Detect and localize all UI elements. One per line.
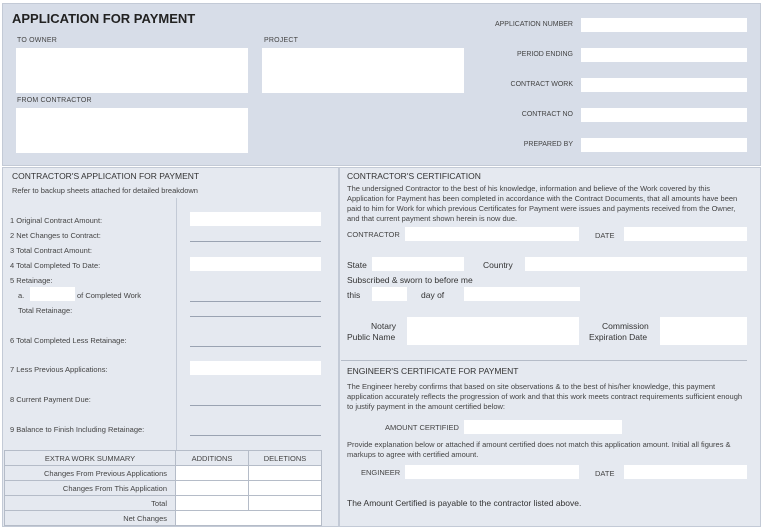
total-retainage-label: Total Retainage:	[18, 306, 73, 315]
commission-expiration-field[interactable]	[660, 317, 747, 345]
engineer-label: ENGINEER	[361, 468, 401, 477]
summary-header-deletions: DELETIONS	[248, 450, 322, 466]
item-total-contract-label: 3 Total Contract Amount:	[10, 246, 92, 255]
item-total-completed-label: 4 Total Completed To Date:	[10, 261, 101, 270]
original-contract-amount-field[interactable]	[190, 212, 321, 226]
completed-less-retainage-line[interactable]	[190, 346, 321, 347]
total-completed-field[interactable]	[190, 257, 321, 271]
retainage-a-label: a.	[18, 291, 25, 300]
period-ending-field[interactable]	[581, 48, 747, 62]
item-balance-label: 9 Balance to Finish Including Retainage:	[10, 425, 145, 434]
engineer-field[interactable]	[405, 465, 579, 479]
to-owner-label: TO OWNER	[17, 37, 57, 44]
summary-header-label: EXTRA WORK SUMMARY	[4, 450, 176, 466]
summary-previous-deletions[interactable]	[248, 465, 322, 481]
notary-label-line2: Public Name	[347, 332, 396, 342]
item-net-changes-label: 2 Net Changes to Contract:	[10, 231, 101, 240]
contractor-label: CONTRACTOR	[347, 230, 400, 239]
contract-work-field[interactable]	[581, 78, 747, 92]
item-completed-less-retainage-label: 6 Total Completed Less Retainage:	[10, 336, 127, 345]
contractor-application-heading: CONTRACTOR'S APPLICATION FOR PAYMENT	[12, 171, 200, 181]
sworn-text: Subscribed & sworn to before me	[347, 275, 473, 285]
this-day-field[interactable]	[372, 287, 407, 301]
summary-header-additions: ADDITIONS	[175, 450, 249, 466]
amount-certified-label: AMOUNT CERTIFIED	[385, 423, 459, 432]
payable-text: The Amount Certified is payable to the contractor listed above.	[347, 498, 582, 508]
summary-total-deletions[interactable]	[248, 495, 322, 511]
contractor-field[interactable]	[405, 227, 579, 241]
retainage-percent-field[interactable]	[30, 287, 75, 301]
summary-net-changes[interactable]	[175, 510, 322, 526]
prepared-by-label: PREPARED BY	[523, 141, 573, 148]
notary-name-field[interactable]	[407, 317, 579, 345]
item-original-contract-label: 1 Original Contract Amount:	[10, 216, 103, 225]
state-field[interactable]	[372, 257, 464, 271]
amount-certified-field[interactable]	[464, 420, 622, 434]
notary-label-line1: Notary	[371, 321, 397, 331]
this-label: this	[347, 290, 361, 300]
engineer-certificate-text: The Engineer hereby confirms that based on site observations & to the best of his/her knowledge, this payment application accurately reflects the progression of work and that this work meets contract requirements sufficient enough to justify payment in the amount certified below:	[347, 382, 743, 411]
item-less-previous-label: 7 Less Previous Applications:	[10, 365, 108, 374]
summary-this-deletions[interactable]	[248, 480, 322, 496]
application-number-label: APPLICATION NUMBER	[494, 21, 573, 28]
state-label: State	[347, 260, 367, 270]
certification-heading: CONTRACTOR'S CERTIFICATION	[347, 171, 481, 181]
engineer-date-field[interactable]	[624, 465, 747, 479]
from-contractor-label: FROM CONTRACTOR	[17, 97, 92, 104]
contract-no-field[interactable]	[581, 108, 747, 122]
month-field[interactable]	[464, 287, 580, 301]
to-owner-field[interactable]	[16, 48, 248, 93]
commission-label-line2: Expiration Date	[589, 332, 648, 342]
engineer-date-label: DATE	[595, 469, 615, 478]
current-payment-line[interactable]	[190, 405, 321, 406]
column-divider	[176, 198, 177, 450]
backup-note: Refer to backup sheets attached for detailed breakdown	[12, 186, 198, 195]
country-field[interactable]	[525, 257, 747, 271]
prepared-by-field[interactable]	[581, 138, 747, 152]
summary-row-net-label: Net Changes	[4, 510, 176, 526]
balance-line[interactable]	[190, 435, 321, 436]
commission-label-line1: Commission	[602, 321, 649, 331]
summary-this-additions[interactable]	[175, 480, 249, 496]
engineer-certificate-heading: ENGINEER'S CERTIFICATE FOR PAYMENT	[347, 366, 519, 376]
country-label: Country	[483, 260, 513, 270]
summary-row-total-label: Total	[4, 495, 176, 511]
contract-no-label: CONTRACT NO	[521, 111, 573, 118]
less-previous-field[interactable]	[190, 361, 321, 375]
period-ending-label: PERIOD ENDING	[516, 51, 573, 58]
summary-total-additions[interactable]	[175, 495, 249, 511]
application-number-field[interactable]	[581, 18, 747, 32]
day-of-label: day of	[421, 290, 445, 300]
retainage-of-label: of Completed Work	[77, 291, 142, 300]
summary-row-this-label: Changes From This Application	[4, 480, 176, 496]
from-contractor-field[interactable]	[16, 108, 248, 153]
item-retainage-label: 5 Retainage:	[10, 276, 53, 285]
section-divider	[341, 360, 747, 361]
certification-date-field[interactable]	[624, 227, 747, 241]
explanation-text: Provide explanation below or attached if amount certified does not match this application amount. Initial all figures & markups to agree with certified amount.	[347, 440, 731, 459]
summary-previous-additions[interactable]	[175, 465, 249, 481]
net-changes-line[interactable]	[190, 241, 321, 242]
summary-row-previous-label: Changes From Previous Applications	[4, 465, 176, 481]
project-label: PROJECT	[264, 37, 299, 44]
retainage-a-line[interactable]	[190, 301, 321, 302]
total-retainage-line[interactable]	[190, 316, 321, 317]
project-field[interactable]	[262, 48, 464, 93]
contract-work-label: CONTRACT WORK	[510, 81, 573, 88]
page-title: APPLICATION FOR PAYMENT	[12, 11, 196, 26]
certification-date-label: DATE	[595, 231, 615, 240]
certification-text: The undersigned Contractor to the best of his knowledge, information and believe of the Work covered by this Application for Payment has been completed in accordance with the Contract Documents, that all amounts have been paid to him for Work for which previous Certificates for Payment were issues and payments received from the Owner, and that current payment shown herein is now due.	[347, 184, 738, 223]
item-current-payment-label: 8 Current Payment Due:	[10, 395, 91, 404]
